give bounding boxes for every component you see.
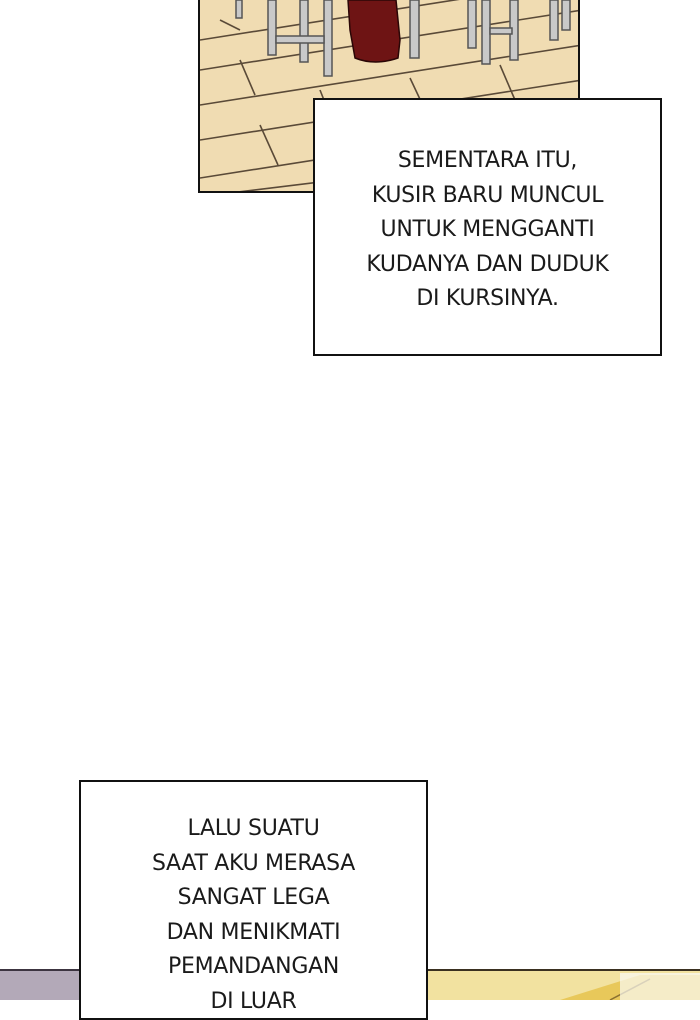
caption-line: DI LUAR <box>210 988 297 1014</box>
caption-line: LALU SUATU <box>187 816 320 841</box>
narration-box-2 <box>79 780 428 1020</box>
caption-line: KUSIR BARU MUNCUL <box>371 182 604 208</box>
caption-line: UNTUK MENGGANTI <box>380 217 595 242</box>
narration-box-1 <box>313 98 662 356</box>
caption-line: DAN MENIKMATI <box>166 919 341 945</box>
caption-line: SEMENTARA ITU, <box>397 148 578 173</box>
caption-line: SANGAT LEGA <box>177 885 330 910</box>
caption-line: PEMANDANGAN <box>168 954 339 979</box>
caption-line: DI KURSINYA. <box>416 286 559 311</box>
caption-line: KUDANYA DAN DUDUK <box>366 251 609 277</box>
red-robe <box>348 0 400 62</box>
caption-line: SAAT AKU MERASA <box>151 850 356 876</box>
